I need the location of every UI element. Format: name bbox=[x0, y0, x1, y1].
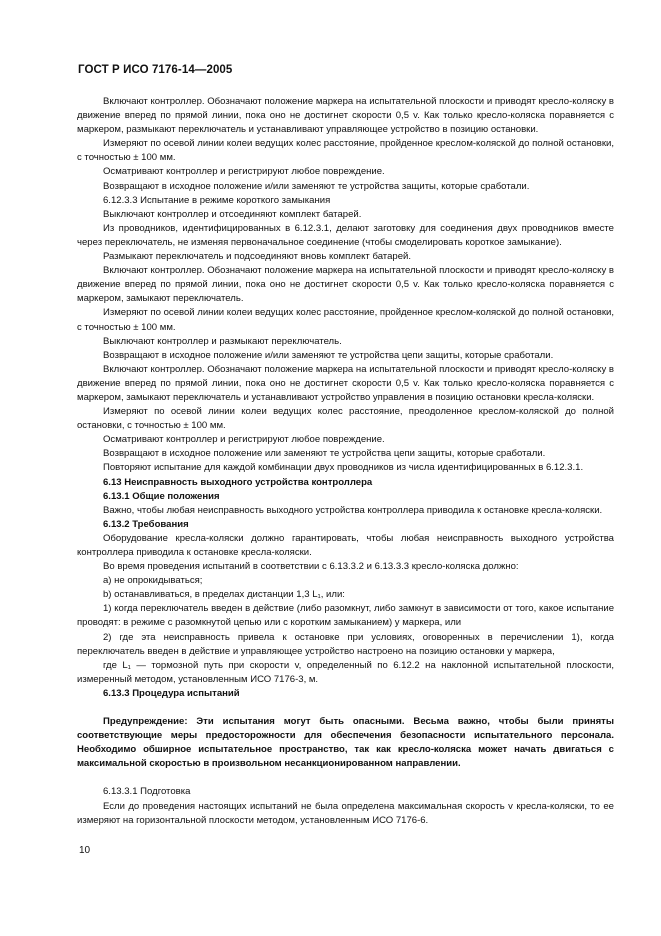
paragraph: Если до проведения настоящих испытаний не была определена максимальная скорость v кресла-коляски, то ее измеряют на горизонтальной плоскости методом, установленным ИСО 7176-6. bbox=[77, 800, 614, 826]
page-number: 10 bbox=[79, 845, 91, 856]
paragraph: Из проводников, идентифицированных в 6.12.3.1, делают заготовку для соединения двух проводников вместе через переключатель, не изменяя первоначальное соединение (чтобы смоделировать короткое замыкание). bbox=[77, 222, 614, 248]
subsection-heading: 6.13.3.1 Подготовка bbox=[103, 786, 191, 798]
list-item: a) не опрокидываться; bbox=[103, 575, 203, 587]
paragraph: Оборудование кресла-коляски должно гарантировать, чтобы любая неисправность выходного устройства контроллера приводила к остановке кресла-коляски. bbox=[77, 532, 614, 558]
list-item: b) останавливаться, в пределах дистанции 1,3 L₁, или: bbox=[103, 589, 345, 601]
paragraph: Важно, чтобы любая неисправность выходного устройства контроллера приводила к остановке кресла-коляски. bbox=[103, 504, 603, 516]
paragraph: Измеряют по осевой линии колеи ведущих колес расстояние, пройденное креслом-коляской до полной остановки, с точностью ± 100 мм. bbox=[77, 138, 614, 164]
subsection-heading: 6.13.2 Требования bbox=[103, 518, 189, 530]
paragraph: Осматривают контроллер и регистрируют любое повреждение. bbox=[103, 166, 385, 178]
list-item: 2) где эта неисправность привела к остановке при условиях, оговоренных в перечислении 1), когда переключатель введен в действие и управляющее устройство настроено на позицию остановки у маркера, bbox=[77, 631, 614, 657]
paragraph: Во время проведения испытаний в соответствии с 6.13.3.2 и 6.13.3.3 кресло-коляска должно: bbox=[103, 561, 519, 573]
paragraph: Включают контроллер. Обозначают положение маркера на испытательной плоскости и приводят кресло-коляску в движение вперед по прямой линии, пока оно не достигнет скорости 0,5 v. Как только кресло-коляска поравняется с маркером, размыкают переключатель и устанавливают управляющее устройство в позицию остановки. bbox=[77, 96, 614, 136]
paragraph: Возвращают в исходное положение и/или заменяют те устройства цепи защиты, которые сработали. bbox=[103, 349, 554, 361]
section-heading: 6.13 Неисправность выходного устройства контроллера bbox=[103, 476, 373, 488]
subsection-heading: 6.13.1 Общие положения bbox=[103, 490, 220, 502]
subsection-heading: 6.13.3 Процедура испытаний bbox=[103, 687, 240, 699]
paragraph: Выключают контроллер и размыкают переключатель. bbox=[103, 335, 342, 347]
paragraph: где L₁ — тормозной путь при скорости v, определенный по 6.12.2 на наклонной испытательной плоскости, измеренный методом, установленным ИСО 7176-3, м. bbox=[77, 659, 614, 685]
paragraph: Выключают контроллер и отсоединяют комплект батарей. bbox=[103, 208, 362, 220]
paragraph: Возвращают в исходное положение или заменяют те устройства цепи защиты, которые сработали. bbox=[103, 448, 546, 460]
warning-paragraph: Предупреждение: Эти испытания могут быть опасными. Весьма важно, чтобы были приняты соответствующие меры предосторожности для обеспечения безопасности испытательного персонала. Необходимо обширное испытательное пространство, так как кресло-коляска может начать двигаться с максимальной скоростью в произвольном несанкционированном направлении. bbox=[77, 716, 614, 770]
paragraph: Включают контроллер. Обозначают положение маркера на испытательной плоскости и приводят кресло-коляску в движение вперед по прямой линии, пока оно не достигнет скорости 0,5 v. Как только кресло-коляска поравняется с маркером, замыкают переключатель и устанавливают устройство управления в позицию остановки кресла-коляски. bbox=[77, 363, 614, 403]
paragraph: Повторяют испытание для каждой комбинации двух проводников из числа идентифицированных в 6.12.3.1. bbox=[103, 462, 584, 474]
paragraph: Включают контроллер. Обозначают положение маркера на испытательной плоскости и приводят кресло-коляску в движение вперед по прямой линии, пока оно не достигнет скорости 0,5 v. Как только кресло-коляска поравняется с маркером, замыкают переключатель. bbox=[77, 265, 614, 305]
paragraph: Измеряют по осевой линии колеи ведущих колес расстояние, преодоленное креслом-коляской до полной остановки, с точностью ± 100 мм. bbox=[77, 406, 614, 432]
subsection-heading: 6.12.3.3 Испытание в режиме короткого замыкания bbox=[103, 194, 331, 206]
list-item: 1) когда переключатель введен в действие (либо разомкнут, либо замкнут в зависимости от того, какое испытание проводят: в режиме с разомкнутой цепью или с коротким замыканием) у маркера, или bbox=[77, 603, 614, 629]
paragraph: Размыкают переключатель и подсоединяют вновь комплект батарей. bbox=[103, 251, 411, 263]
document-body bbox=[77, 95, 614, 828]
paragraph: Осматривают контроллер и регистрируют любое повреждение. bbox=[103, 434, 385, 446]
paragraph: Измеряют по осевой линии колеи ведущих колес расстояние, пройденное креслом-коляской до полной остановки, с точностью ± 100 мм. bbox=[77, 307, 614, 333]
paragraph: Возвращают в исходное положение и/или заменяют те устройства защиты, которые сработали. bbox=[103, 180, 530, 192]
document-header: ГОСТ Р ИСО 7176-14—2005 bbox=[78, 64, 233, 76]
